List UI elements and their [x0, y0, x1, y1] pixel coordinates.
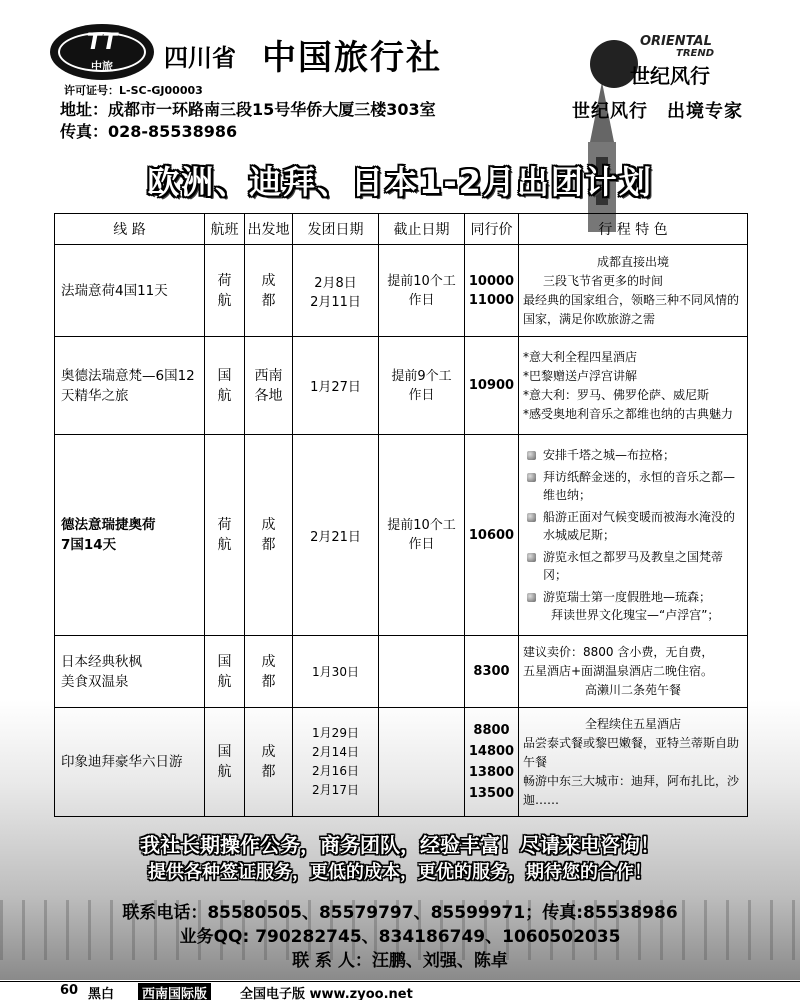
airline-cell: [205, 636, 245, 708]
departure-date: 2月17日: [312, 783, 359, 797]
departure-date: 2月16日: [312, 764, 359, 778]
promo-line-2: 提供各种签证服务，更低的成本，更优的服务，期待您的合作！: [148, 862, 652, 883]
price-cell: [465, 708, 519, 817]
airline-cell: [205, 435, 245, 636]
airline-cell: [205, 708, 245, 817]
deadline-cell: 提前9个工作日: [379, 337, 465, 435]
company-name: 中国旅行社: [262, 38, 442, 78]
price-cell: [465, 636, 519, 708]
feature-item: 畅游中东三大城市：迪拜，阿布扎比，沙迦……: [523, 773, 740, 807]
departure-date: 2月21日: [310, 529, 361, 545]
features-cell: [519, 636, 748, 708]
deadline-cell: 提前10个工作日: [379, 435, 465, 636]
table-header-row: [55, 214, 748, 245]
features-cell: [519, 245, 748, 337]
feature-item: 建议卖价：8800 含小费，无自费，: [523, 645, 714, 659]
license-number: 许可证号：L-SC-GJ00003: [64, 84, 203, 97]
page-footer: [0, 981, 800, 1000]
print-mode: 黑白: [88, 987, 115, 1000]
feature-item: *巴黎赠送卢浮宫讲解: [523, 368, 638, 383]
oriental-trend-chinese: 世纪风行: [630, 64, 710, 88]
header-departure-date: 发团日期: [293, 214, 379, 245]
price-value: 13500: [468, 786, 515, 801]
route-name: 印象迪拜豪华六日游: [55, 708, 205, 817]
feature-item: 最经典的国家组合，领略三种不同风情的国家，满足你欧旅游之需: [523, 292, 740, 326]
table-row: [55, 337, 748, 435]
departure-date: 2月8日: [314, 275, 357, 291]
edition-link[interactable]: 全国电子版 www.zyoo.net: [240, 987, 413, 1000]
features-cell: [519, 337, 748, 435]
oriental-trend-english: [640, 36, 714, 60]
airline-cell: [205, 337, 245, 435]
price-value: 8300: [473, 664, 510, 679]
feature-item: 拜访纸醉金迷的，永恒的音乐之都—维也纳；: [523, 468, 743, 504]
origin-name: 成都: [261, 653, 276, 690]
origin-cell: [245, 636, 293, 708]
origin-cell: [245, 245, 293, 337]
table-row: [55, 435, 748, 636]
route-name-line1: 德法意瑞捷奥荷: [61, 517, 156, 533]
departure-dates: [293, 636, 379, 708]
tour-schedule-table: [54, 213, 748, 817]
features-cell: [519, 435, 748, 636]
table-row: [55, 245, 748, 337]
origin-cell: [245, 337, 293, 435]
departure-dates: [293, 435, 379, 636]
oriental-trend-en-line2: TREND: [676, 48, 715, 59]
feature-item: *意大利：罗马、佛罗伦萨、威尼斯: [523, 387, 710, 402]
feature-item: 成都直接出境: [596, 254, 669, 269]
origin-cell: [245, 435, 293, 636]
departure-date: 2月14日: [312, 745, 359, 759]
route-name: 法瑞意荷4国11天: [55, 245, 205, 337]
price-value: 10600: [468, 527, 515, 543]
airline-name: 荷航: [217, 272, 232, 309]
cts-logo: [50, 24, 154, 80]
feature-item: 高濑川二条苑午餐: [584, 683, 681, 697]
feature-item: *意大利全程四星酒店: [523, 349, 638, 364]
route-name: 奥德法瑞意梵—6国12天精华之旅: [55, 337, 205, 435]
price-cell: [465, 245, 519, 337]
table-row: [55, 708, 748, 817]
price-value: 11000: [468, 292, 515, 308]
route-name-line2: 7国14天: [61, 537, 117, 553]
airline-name: 国航: [217, 653, 232, 690]
company-fax: 传真：028-85538986: [60, 122, 238, 141]
feature-item: 船游正面对气候变暖而被海水淹没的水城威尼斯；: [523, 508, 743, 544]
airline-cell: [205, 245, 245, 337]
feature-item: 全程续住五星酒店: [584, 716, 681, 731]
deadline-cell: [379, 636, 465, 708]
main-title: 欧洲、迪拜、日本1-2月出团计划: [147, 163, 653, 201]
promo-line-1: 我社长期操作公务，商务团队，经验丰富！尽请来电咨询！: [140, 833, 660, 857]
price-value: 14800: [468, 744, 515, 759]
departure-date: 1月27日: [310, 380, 361, 395]
province-label: 四川省: [164, 44, 236, 72]
origin-name: 西南各地: [254, 367, 283, 404]
route-name: [55, 636, 205, 708]
origin-name: 成都: [261, 517, 276, 553]
airline-name: 国航: [217, 744, 232, 780]
feature-item: *感受奥地利音乐之都维也纳的古典魅力: [523, 406, 734, 421]
airline-name: 荷航: [217, 517, 232, 553]
route-name-line1: 日本经典秋枫: [61, 653, 142, 670]
features-cell: [519, 708, 748, 817]
origin-name: 成都: [261, 744, 276, 780]
route-name: [55, 435, 205, 636]
feature-item: 品尝泰式餐或黎巴嫩餐，亚特兰蒂斯自助午餐: [523, 735, 740, 769]
price-cell: [465, 435, 519, 636]
partner-slogan: 世纪风行 出境专家: [572, 101, 743, 122]
contact-qq: 业务QQ: 790282745、834186749、1060502035: [179, 927, 621, 947]
contact-people: 联 系 人：汪鹏、刘强、陈卓: [292, 951, 508, 971]
cts-logo-text: 中旅: [91, 60, 113, 73]
price-value: 13800: [468, 765, 515, 780]
table-row: [55, 636, 748, 708]
header-airline: 航班: [205, 214, 245, 245]
page-number: 60: [60, 983, 79, 998]
departure-date: 2月11日: [310, 294, 361, 310]
departure-dates: [293, 337, 379, 435]
departure-dates: [293, 708, 379, 817]
airline-name: 国航: [217, 367, 232, 404]
price-value: 10000: [468, 273, 515, 289]
feature-item: 安排千塔之城—布拉格；: [523, 446, 743, 464]
feature-item: 三段飞节省更多的时间: [543, 273, 664, 288]
departure-date: 1月29日: [312, 726, 359, 740]
cts-logo-mark: TT: [86, 30, 118, 55]
price-value: 10900: [468, 378, 515, 393]
deadline-cell: [379, 708, 465, 817]
header-price: 同行价: [465, 214, 519, 245]
feature-item: 五星酒店+面湖温泉酒店二晚住宿。: [523, 664, 714, 678]
contact-phone: 联系电话：85580505、85579797、85599971；传真:85538986: [122, 903, 678, 923]
header-origin: 出发地: [245, 214, 293, 245]
price-value: 8800: [473, 723, 510, 738]
feature-item: 拜读世界文化瑰宝—“卢浮宫”；: [551, 608, 720, 622]
feature-item: 游览永恒之都罗马及教皇之国梵蒂冈；: [523, 548, 743, 584]
deadline-cell: 提前10个工作日: [379, 245, 465, 337]
price-cell: [465, 337, 519, 435]
origin-cell: [245, 708, 293, 817]
feature-item: 游览瑞士第一度假胜地—琉森；: [523, 588, 743, 606]
departure-dates: [293, 245, 379, 337]
header-route: 线 路: [55, 214, 205, 245]
oriental-trend-en-line1: ORIENTAL: [640, 34, 712, 49]
departure-date: 1月30日: [312, 665, 359, 679]
origin-name: 成都: [261, 272, 276, 309]
header-deadline: 截止日期: [379, 214, 465, 245]
header-features: 行 程 特 色: [519, 214, 748, 245]
section-name: 西南国际版: [138, 983, 211, 1000]
route-name-line2: 美食双温泉: [61, 673, 129, 690]
company-address: 地址：成都市一环路南三段15号华侨大厦三楼303室: [60, 100, 436, 119]
